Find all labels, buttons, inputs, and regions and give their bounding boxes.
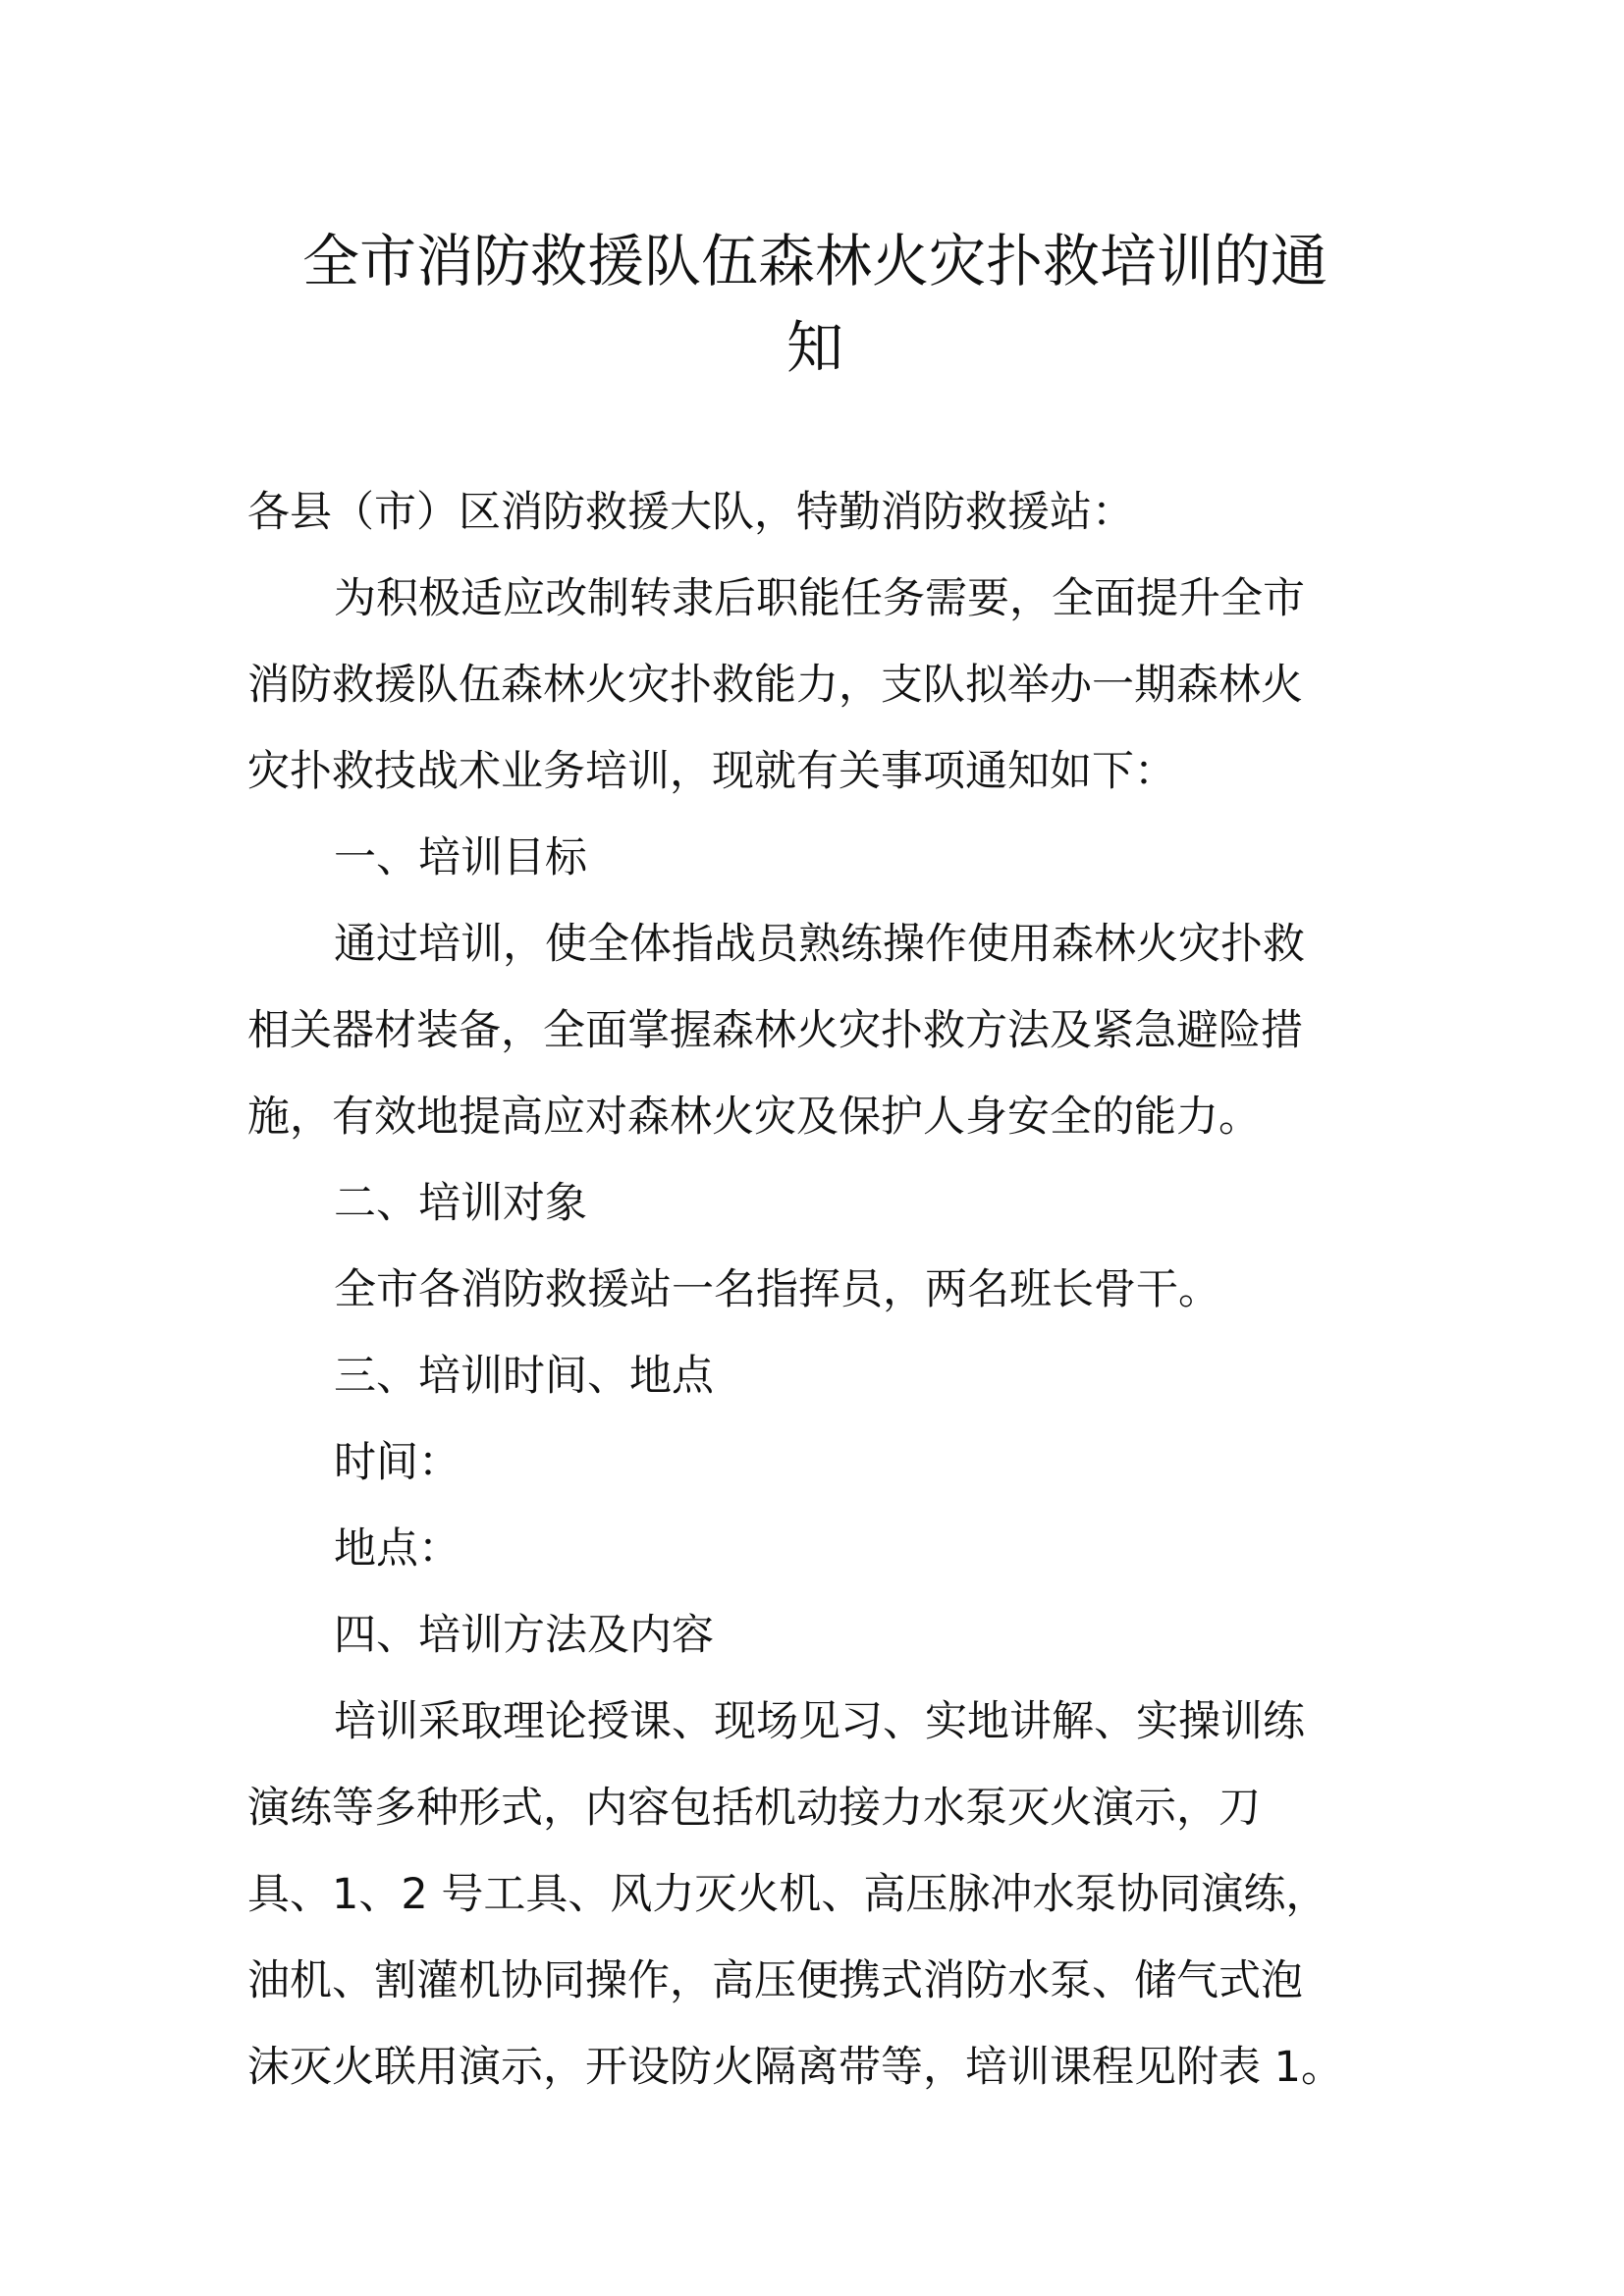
section4-line-2: 演练等多种形式，内容包括机动接力水泵灭火演示，刀 bbox=[247, 1784, 1261, 1833]
time-label: 时间： bbox=[334, 1438, 460, 1487]
section1-line-3: 施，有效地提高应对森林火灾及保护人身安全的能力。 bbox=[247, 1093, 1261, 1142]
section4-line-1: 培训采取理论授课、现场见习、实地讲解、实操训练 bbox=[334, 1697, 1305, 1746]
section4-line-4: 油机、割灌机协同操作，高压便携式消防水泵、储气式泡 bbox=[247, 1956, 1303, 2005]
place-label: 地点： bbox=[334, 1524, 460, 1574]
intro-line-1: 为积极适应改制转隶后职能任务需要，全面提升全市 bbox=[334, 574, 1305, 623]
salutation: 各县（市）区消防救援大队，特勤消防救援站： bbox=[247, 488, 1134, 537]
section4-heading: 四、培训方法及内容 bbox=[334, 1611, 714, 1660]
intro-line-3: 灾扑救技战术业务培训，现就有关事项通知如下： bbox=[247, 747, 1176, 796]
document-title-line-1: 全市消防救援队伍森林火灾扑救培训的通 bbox=[301, 228, 1327, 294]
section2-line-1: 全市各消防救援站一名指挥员，两名班长骨干。 bbox=[334, 1265, 1220, 1314]
section4-line-5: 沫灭火联用演示，开设防火隔离带等，培训课程见附表 1。 bbox=[247, 2043, 1344, 2092]
section1-line-1: 通过培训，使全体指战员熟练操作使用森林火灾扑救 bbox=[334, 920, 1305, 969]
section3-heading: 三、培训时间、地点 bbox=[334, 1352, 714, 1401]
section4-line-3: 具、1、2 号工具、风力灭火机、高压脉冲水泵协同演练， bbox=[247, 1870, 1328, 1919]
section1-heading: 一、培训目标 bbox=[334, 833, 587, 882]
section1-line-2: 相关器材装备，全面掌握森林火灾扑救方法及紧急避险措 bbox=[247, 1006, 1303, 1055]
section2-heading: 二、培训对象 bbox=[334, 1179, 587, 1228]
document-title-line-2: 知 bbox=[785, 314, 843, 381]
intro-line-2: 消防救援队伍森林火灾扑救能力，支队拟举办一期森林火 bbox=[247, 661, 1303, 710]
